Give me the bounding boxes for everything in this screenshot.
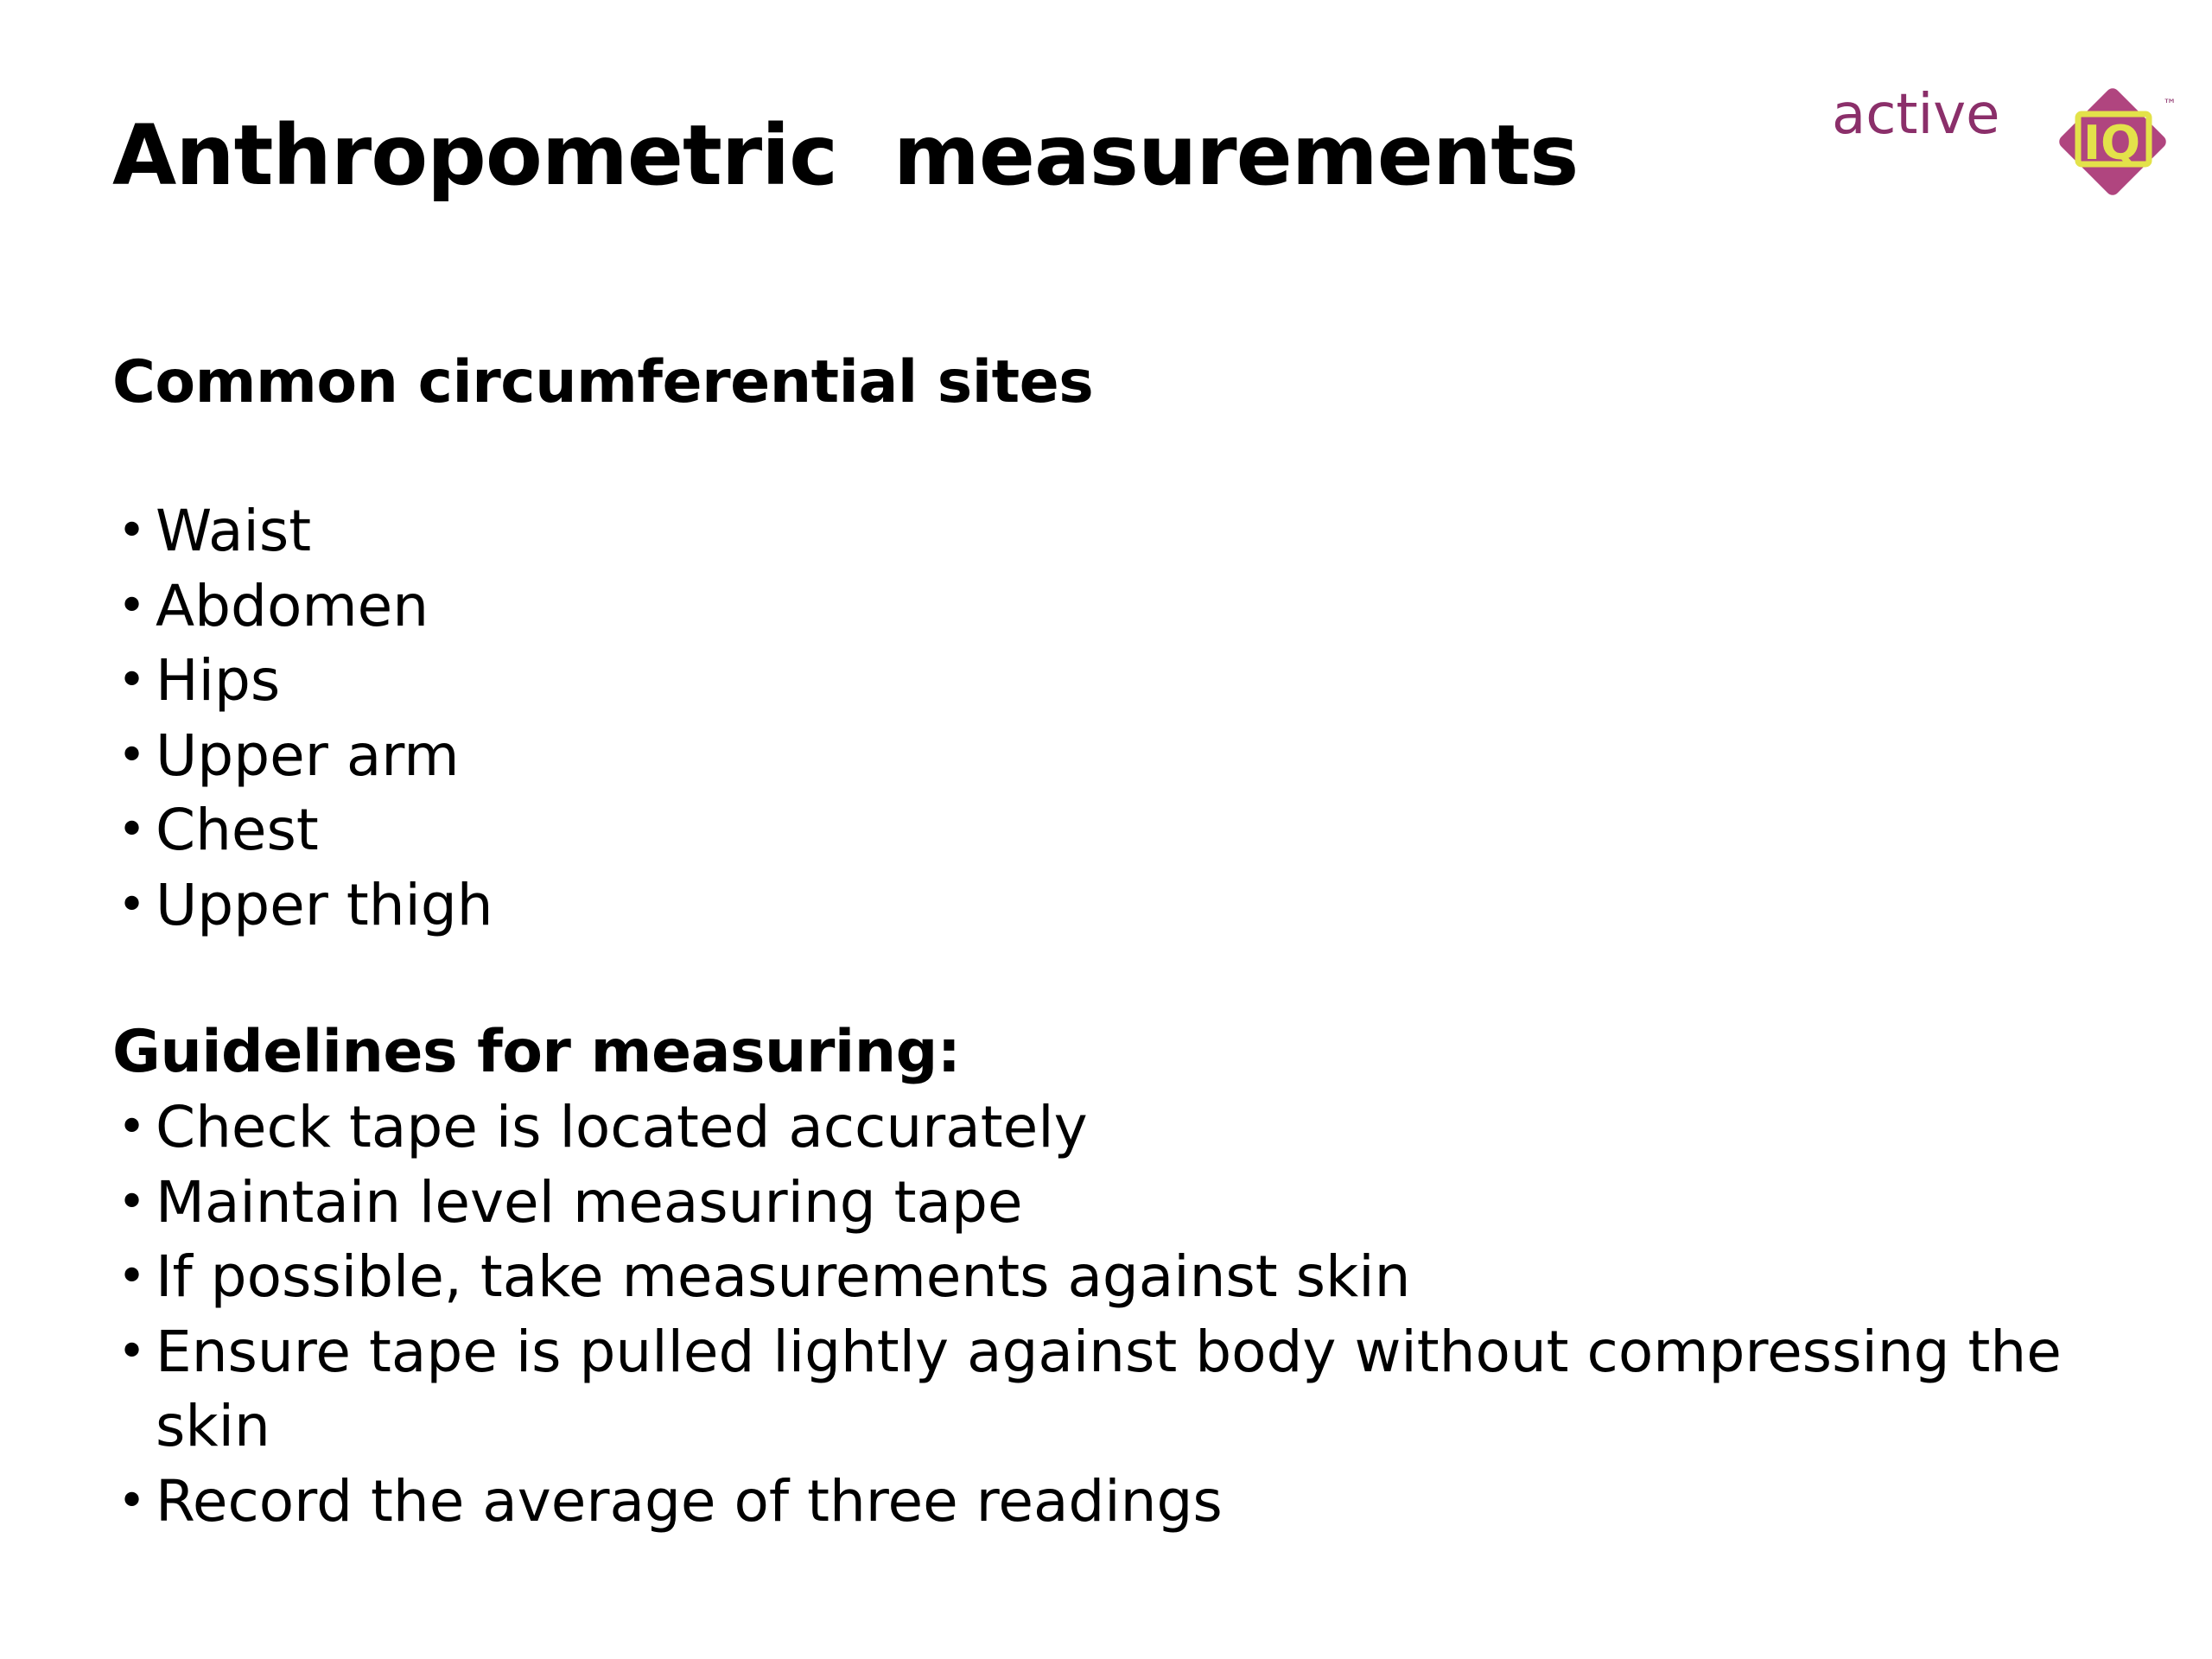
sites-heading: Common circumferential sites [112,348,1094,416]
site-label: Upper thigh [156,871,493,938]
bullet: • [118,577,147,634]
bullet: • [118,802,147,858]
guideline-item [112,1465,2100,1540]
active-iq-logo [1832,79,2182,209]
bullet: • [118,1173,147,1230]
site-item [112,868,493,944]
guideline-text: Maintain level measuring tape [156,1168,1023,1236]
guidelines-list [112,1090,2100,1539]
site-item [112,719,493,794]
bullet: • [118,727,147,784]
bullet: • [118,503,147,559]
site-label: Upper arm [156,721,460,789]
site-item [112,569,493,645]
guideline-text: Record the average of three readings [156,1467,1223,1535]
bullet: • [118,1099,147,1155]
site-label: Chest [156,797,319,863]
bullet: • [118,652,147,709]
site-label: Waist [156,498,312,564]
guideline-item [112,1166,2100,1241]
guideline-item [112,1240,2100,1315]
bullet: • [118,1323,147,1380]
site-label: Abdomen [156,572,429,639]
guideline-item [112,1315,2100,1465]
logo-trademark: ™ [2163,96,2177,112]
site-item [112,494,493,569]
site-item [112,793,493,868]
bullet: • [118,1472,147,1529]
bullet: • [118,876,147,933]
guidelines-heading: Guidelines for measuring: [112,1018,961,1086]
logo-badge-text: IQ [2083,116,2140,170]
guideline-text: Check tape is located accurately [156,1094,1088,1160]
site-label: Hips [156,647,281,714]
guideline-text: Ensure tape is pulled lightly against body without compressing the skin [156,1318,2062,1459]
logo-wordmark: active [1832,83,2000,147]
guideline-text: If possible, take measurements against skin [156,1243,1411,1310]
sites-list [112,494,493,943]
slide-title: Anthropometric measurements [112,107,1579,204]
guideline-item [112,1090,2100,1166]
active-iq-logo-graphic [1832,79,2182,209]
bullet: • [118,1249,147,1305]
site-item [112,644,493,719]
